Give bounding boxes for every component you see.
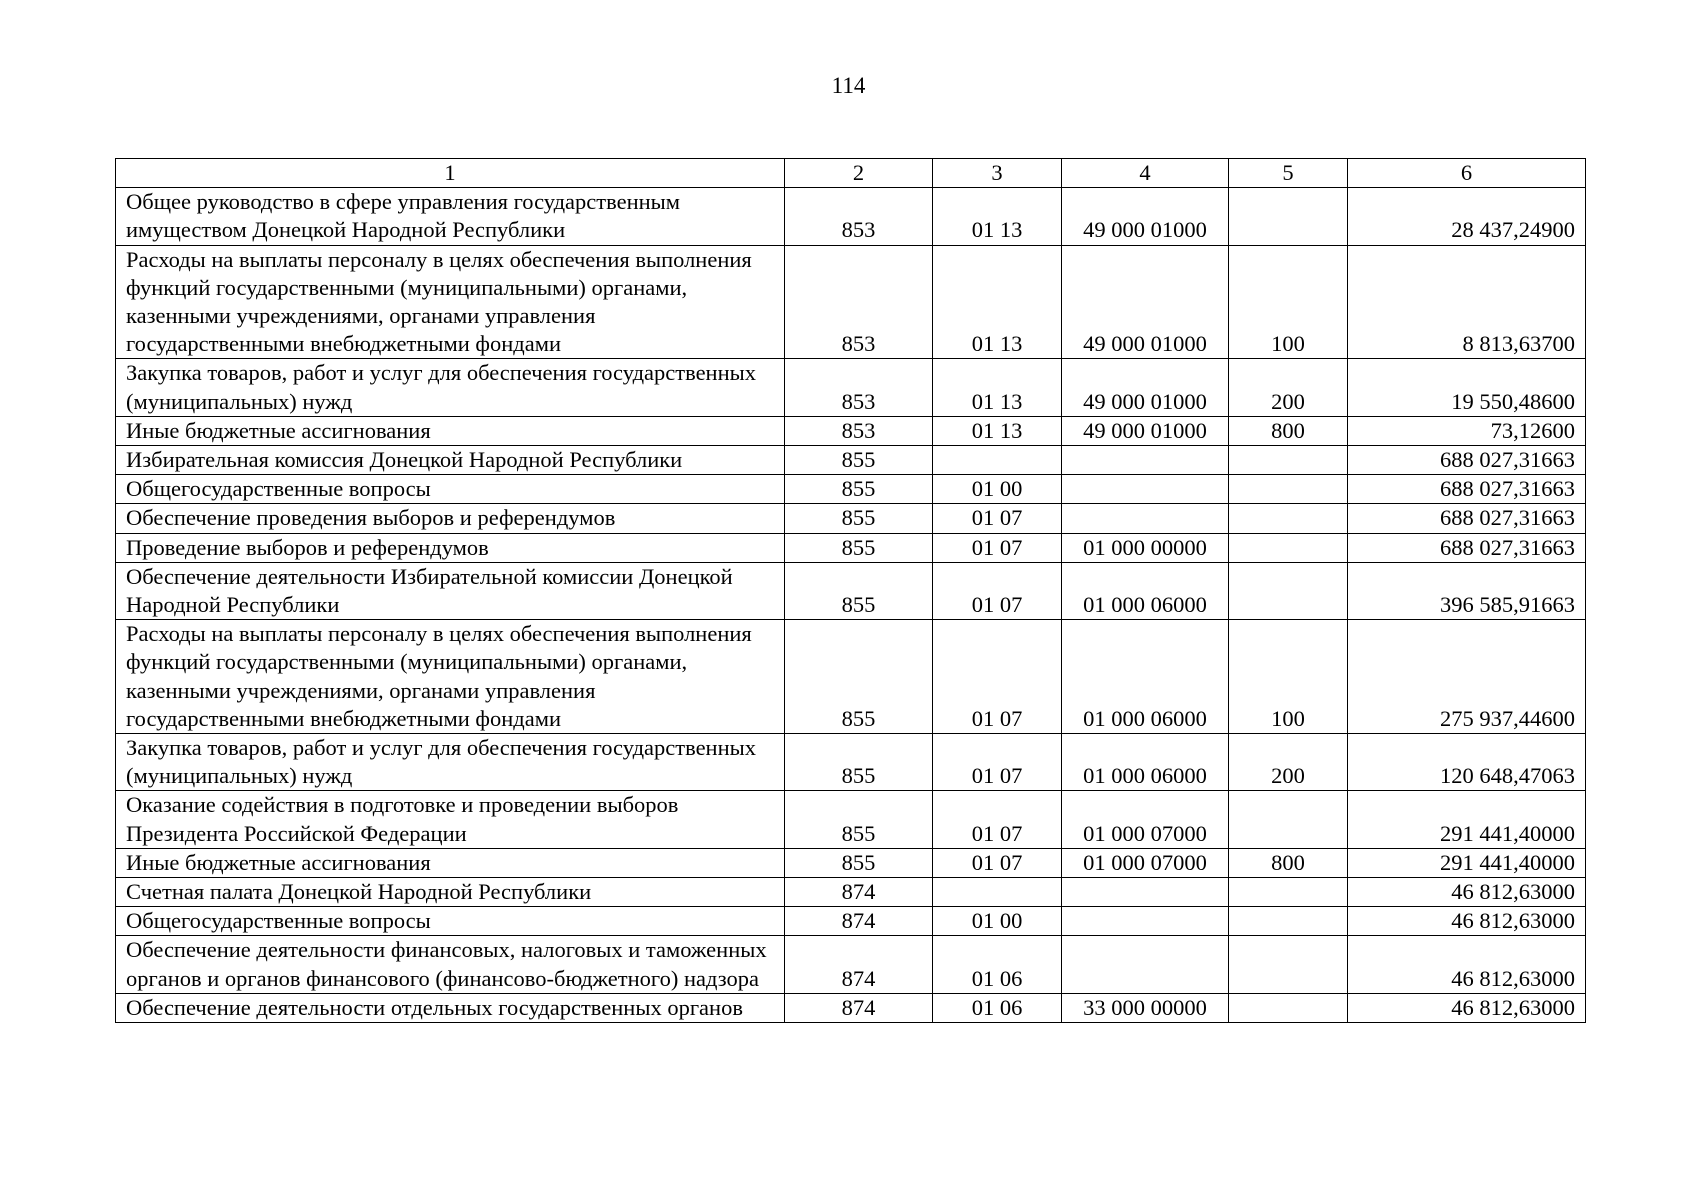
table-body [116,188,1586,1023]
table-row [116,359,1586,416]
amount-cell: 688 027,31663 [1348,504,1586,533]
amount-cell: 46 812,63000 [1348,907,1586,936]
ved-code-cell: 853 [785,416,933,445]
target-article-cell: 01 000 06000 [1062,620,1229,734]
target-article-cell: 01 000 07000 [1062,848,1229,877]
section-code-cell: 01 13 [933,245,1062,359]
row-name-cell: Обеспечение деятельности Избирательной комиссии Донецкой Народной Республики [116,562,785,619]
column-header-3: 3 [933,159,1062,188]
section-code-cell: 01 00 [933,475,1062,504]
row-name-cell: Закупка товаров, работ и услуг для обеспечения государственных (муниципальных) нужд [116,359,785,416]
row-name-cell: Обеспечение проведения выборов и референдумов [116,504,785,533]
expense-type-cell [1229,188,1348,245]
expense-type-cell: 100 [1229,245,1348,359]
row-name-cell: Оказание содействия в подготовке и проведении выборов Президента Российской Федерации [116,791,785,848]
section-code-cell: 01 06 [933,993,1062,1022]
row-name-cell: Счетная палата Донецкой Народной Республики [116,878,785,907]
target-article-cell: 49 000 01000 [1062,245,1229,359]
ved-code-cell: 855 [785,620,933,734]
ved-code-cell: 853 [785,245,933,359]
expense-type-cell: 200 [1229,734,1348,791]
row-name-cell: Обеспечение деятельности финансовых, налоговых и таможенных органов и органов финансового (финансово-бюджетного) надзора [116,936,785,993]
amount-cell: 688 027,31663 [1348,446,1586,475]
column-header-6: 6 [1348,159,1586,188]
ved-code-cell: 855 [785,475,933,504]
table-row [116,245,1586,359]
target-article-cell [1062,878,1229,907]
expense-type-cell [1229,562,1348,619]
expense-type-cell [1229,936,1348,993]
amount-cell: 19 550,48600 [1348,359,1586,416]
amount-cell: 120 648,47063 [1348,734,1586,791]
target-article-cell [1062,475,1229,504]
table-row [116,620,1586,734]
column-header-5: 5 [1229,159,1348,188]
expense-type-cell: 800 [1229,848,1348,877]
amount-cell: 688 027,31663 [1348,475,1586,504]
target-article-cell [1062,907,1229,936]
table-row [116,533,1586,562]
amount-cell: 291 441,40000 [1348,848,1586,877]
expense-type-cell [1229,446,1348,475]
row-name-cell: Обеспечение деятельности отдельных государственных органов [116,993,785,1022]
section-code-cell: 01 00 [933,907,1062,936]
target-article-cell [1062,936,1229,993]
table-row [116,878,1586,907]
row-name-cell: Расходы на выплаты персоналу в целях обеспечения выполнения функций государственными (муниципальными) органами, казенными учреждениями, органами управления государственными внебюджетными фондами [116,620,785,734]
table-row [116,416,1586,445]
table-row [116,504,1586,533]
section-code-cell: 01 07 [933,848,1062,877]
expense-type-cell [1229,791,1348,848]
expense-type-cell [1229,475,1348,504]
ved-code-cell: 855 [785,734,933,791]
section-code-cell: 01 13 [933,188,1062,245]
section-code-cell [933,446,1062,475]
row-name-cell: Иные бюджетные ассигнования [116,416,785,445]
row-name-cell: Иные бюджетные ассигнования [116,848,785,877]
amount-cell: 688 027,31663 [1348,533,1586,562]
ved-code-cell: 855 [785,562,933,619]
target-article-cell [1062,446,1229,475]
amount-cell: 291 441,40000 [1348,791,1586,848]
target-article-cell: 01 000 06000 [1062,562,1229,619]
section-code-cell: 01 13 [933,359,1062,416]
row-name-cell: Проведение выборов и референдумов [116,533,785,562]
row-name-cell: Общегосударственные вопросы [116,475,785,504]
amount-cell: 396 585,91663 [1348,562,1586,619]
row-name-cell: Общее руководство в сфере управления государственным имуществом Донецкой Народной Республики [116,188,785,245]
table-row [116,562,1586,619]
section-code-cell: 01 13 [933,416,1062,445]
ved-code-cell: 855 [785,533,933,562]
section-code-cell: 01 07 [933,533,1062,562]
ved-code-cell: 855 [785,791,933,848]
ved-code-cell: 874 [785,878,933,907]
target-article-cell: 49 000 01000 [1062,188,1229,245]
row-name-cell: Общегосударственные вопросы [116,907,785,936]
column-header-4: 4 [1062,159,1229,188]
expense-type-cell [1229,504,1348,533]
ved-code-cell: 874 [785,993,933,1022]
table-header [116,159,1586,188]
ved-code-cell: 853 [785,359,933,416]
budget-table [115,158,1586,1023]
table-row [116,936,1586,993]
amount-cell: 8 813,63700 [1348,245,1586,359]
column-header-2: 2 [785,159,933,188]
section-code-cell: 01 07 [933,791,1062,848]
target-article-cell [1062,504,1229,533]
header-row [116,159,1586,188]
target-article-cell: 49 000 01000 [1062,359,1229,416]
section-code-cell [933,878,1062,907]
ved-code-cell: 855 [785,848,933,877]
target-article-cell: 01 000 00000 [1062,533,1229,562]
target-article-cell: 33 000 00000 [1062,993,1229,1022]
amount-cell: 46 812,63000 [1348,993,1586,1022]
target-article-cell: 01 000 07000 [1062,791,1229,848]
ved-code-cell: 855 [785,446,933,475]
amount-cell: 46 812,63000 [1348,936,1586,993]
amount-cell: 28 437,24900 [1348,188,1586,245]
table-row [116,791,1586,848]
table-row [116,993,1586,1022]
ved-code-cell: 853 [785,188,933,245]
row-name-cell: Избирательная комиссия Донецкой Народной Республики [116,446,785,475]
table-row [116,848,1586,877]
table-row [116,475,1586,504]
section-code-cell: 01 07 [933,734,1062,791]
row-name-cell: Расходы на выплаты персоналу в целях обеспечения выполнения функций государственными (муниципальными) органами, казенными учреждениями, органами управления государственными внебюджетными фондами [116,245,785,359]
expense-type-cell [1229,878,1348,907]
expense-type-cell [1229,907,1348,936]
expense-type-cell [1229,993,1348,1022]
page-number: 114 [831,73,866,98]
section-code-cell: 01 06 [933,936,1062,993]
amount-cell: 46 812,63000 [1348,878,1586,907]
expense-type-cell: 100 [1229,620,1348,734]
target-article-cell: 01 000 06000 [1062,734,1229,791]
table-row [116,907,1586,936]
expense-type-cell: 200 [1229,359,1348,416]
ved-code-cell: 874 [785,907,933,936]
expense-type-cell [1229,533,1348,562]
table-row [116,188,1586,245]
ved-code-cell: 855 [785,504,933,533]
table-row [116,734,1586,791]
amount-cell: 73,12600 [1348,416,1586,445]
amount-cell: 275 937,44600 [1348,620,1586,734]
section-code-cell: 01 07 [933,620,1062,734]
section-code-cell: 01 07 [933,562,1062,619]
expense-type-cell: 800 [1229,416,1348,445]
row-name-cell: Закупка товаров, работ и услуг для обеспечения государственных (муниципальных) нужд [116,734,785,791]
section-code-cell: 01 07 [933,504,1062,533]
column-header-1: 1 [116,159,785,188]
target-article-cell: 49 000 01000 [1062,416,1229,445]
ved-code-cell: 874 [785,936,933,993]
table-row [116,446,1586,475]
